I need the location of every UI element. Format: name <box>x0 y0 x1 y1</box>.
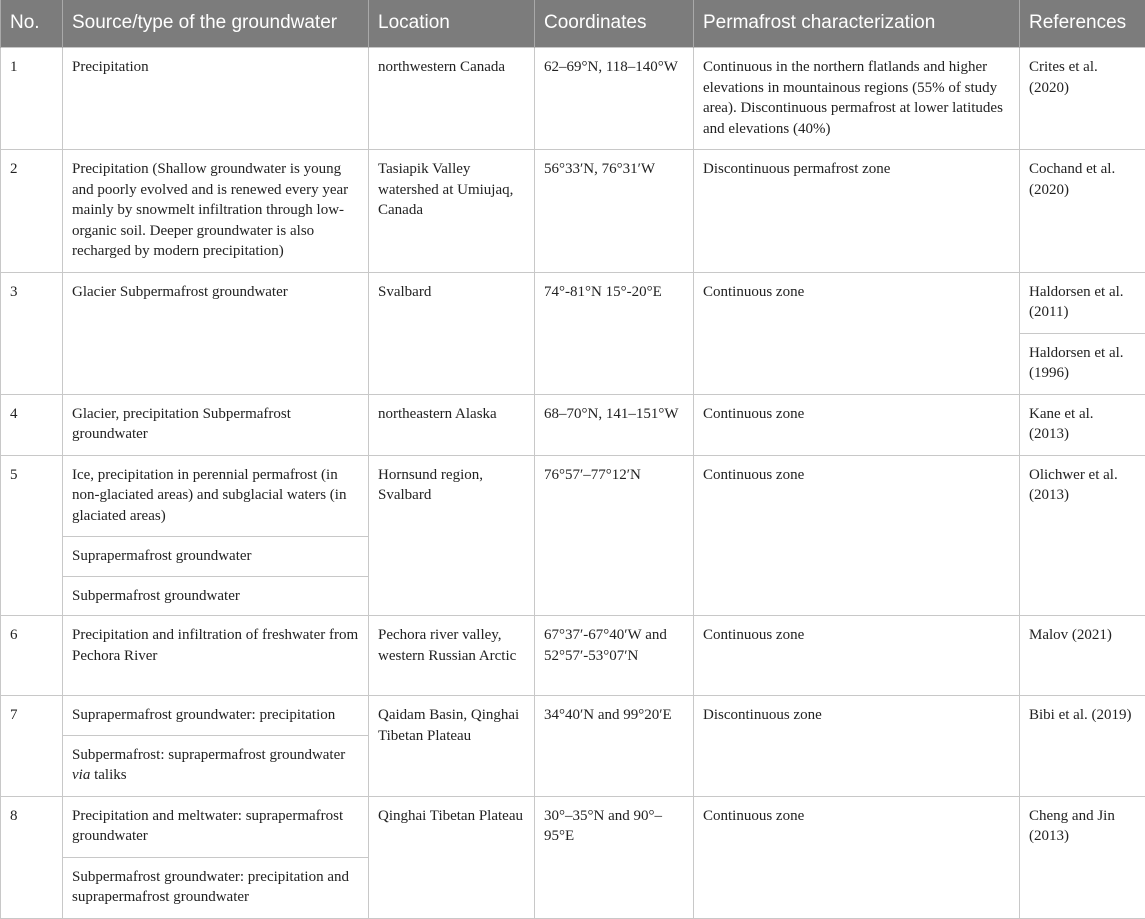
cell-location: northeastern Alaska <box>369 394 535 455</box>
cell-no: 5 <box>1 455 63 616</box>
header-location: Location <box>369 0 535 48</box>
cell-no: 6 <box>1 616 63 696</box>
cell-no: 8 <box>1 796 63 918</box>
table-row <box>1 272 1145 333</box>
cell-source: Subpermafrost groundwater: precipitation and suprapermafrost groundwater <box>63 857 369 918</box>
cell-coordinates: 56°33′N, 76°31′W <box>535 150 694 273</box>
cell-location: Pechora river valley, western Russian Arctic <box>369 616 535 696</box>
cell-location: Qinghai Tibetan Plateau <box>369 796 535 918</box>
cell-location: northwestern Canada <box>369 48 535 150</box>
cell-references: Crites et al. (2020) <box>1020 48 1145 150</box>
cell-source: Precipitation and infiltration of freshwater from Pechora River <box>63 616 369 696</box>
cell-no: 4 <box>1 394 63 455</box>
cell-references: Haldorsen et al. (1996) <box>1020 333 1145 394</box>
cell-location: Qaidam Basin, Qinghai Tibetan Plateau <box>369 696 535 797</box>
cell-no: 1 <box>1 48 63 150</box>
header-source: Source/type of the groundwater <box>63 0 369 48</box>
header-no: No. <box>1 0 63 48</box>
cell-references: Haldorsen et al. (2011) <box>1020 272 1145 333</box>
cell-source: Ice, precipitation in perennial permafrost (in non-glaciated areas) and subglacial waters (in glaciated areas) <box>63 455 369 537</box>
cell-location: Hornsund region, Svalbard <box>369 455 535 616</box>
header-references: References <box>1020 0 1145 48</box>
cell-source: Precipitation (Shallow groundwater is young and poorly evolved and is renewed every year mainly by snowmelt infiltration through low-organic soil. Deeper groundwater is also recharged by modern precipitation) <box>63 150 369 273</box>
cell-references: Kane et al. (2013) <box>1020 394 1145 455</box>
cell-references: Olichwer et al. (2013) <box>1020 455 1145 616</box>
table-row <box>1 616 1145 696</box>
cell-permafrost: Discontinuous permafrost zone <box>694 150 1020 273</box>
cell-permafrost: Continuous zone <box>694 272 1020 394</box>
cell-no: 2 <box>1 150 63 273</box>
cell-coordinates: 62–69°N, 118–140°W <box>535 48 694 150</box>
cell-permafrost: Continuous zone <box>694 455 1020 616</box>
cell-location: Tasiapik Valley watershed at Umiujaq, Canada <box>369 150 535 273</box>
cell-source: Suprapermafrost groundwater <box>63 537 369 577</box>
table-row <box>1 394 1145 455</box>
cell-references: Cochand et al. (2020) <box>1020 150 1145 273</box>
cell-source: Glacier Subpermafrost groundwater <box>63 272 369 394</box>
cell-coordinates: 68–70°N, 141–151°W <box>535 394 694 455</box>
cell-coordinates: 74°-81°N 15°-20°E <box>535 272 694 394</box>
cell-source: Precipitation <box>63 48 369 150</box>
table-row <box>1 150 1145 273</box>
cell-source: Subpermafrost groundwater <box>63 576 369 616</box>
cell-coordinates: 34°40′N and 99°20′E <box>535 696 694 797</box>
cell-location: Svalbard <box>369 272 535 394</box>
cell-no: 7 <box>1 696 63 797</box>
cell-source: Precipitation and meltwater: suprapermafrost groundwater <box>63 796 369 857</box>
via-emphasis: via <box>72 767 90 783</box>
cell-permafrost: Continuous zone <box>694 616 1020 696</box>
cell-coordinates: 30°–35°N and 90°–95°E <box>535 796 694 918</box>
table-body <box>1 48 1145 919</box>
cell-permafrost: Continuous zone <box>694 394 1020 455</box>
table-row <box>1 696 1145 736</box>
table-row <box>1 455 1145 537</box>
cell-source: Subpermafrost: suprapermafrost groundwater via taliks <box>63 735 369 796</box>
cell-references: Malov (2021) <box>1020 616 1145 696</box>
cell-coordinates: 76°57′–77°12′N <box>535 455 694 616</box>
table-header <box>1 0 1145 48</box>
cell-source: Glacier, precipitation Subpermafrost groundwater <box>63 394 369 455</box>
cell-source: Suprapermafrost groundwater: precipitation <box>63 696 369 736</box>
header-permafrost: Permafrost characterization <box>694 0 1020 48</box>
cell-permafrost: Continuous in the northern flatlands and higher elevations in mountainous regions (55% of study area). Discontinuous permafrost at lower latitudes and elevations (40%) <box>694 48 1020 150</box>
cell-references: Bibi et al. (2019) <box>1020 696 1145 797</box>
table-row <box>1 796 1145 857</box>
header-coordinates: Coordinates <box>535 0 694 48</box>
cell-no: 3 <box>1 272 63 394</box>
cell-permafrost: Continuous zone <box>694 796 1020 918</box>
cell-coordinates: 67°37′-67°40′W and 52°57′-53°07′N <box>535 616 694 696</box>
cell-permafrost: Discontinuous zone <box>694 696 1020 797</box>
cell-references: Cheng and Jin (2013) <box>1020 796 1145 918</box>
table-row <box>1 48 1145 150</box>
